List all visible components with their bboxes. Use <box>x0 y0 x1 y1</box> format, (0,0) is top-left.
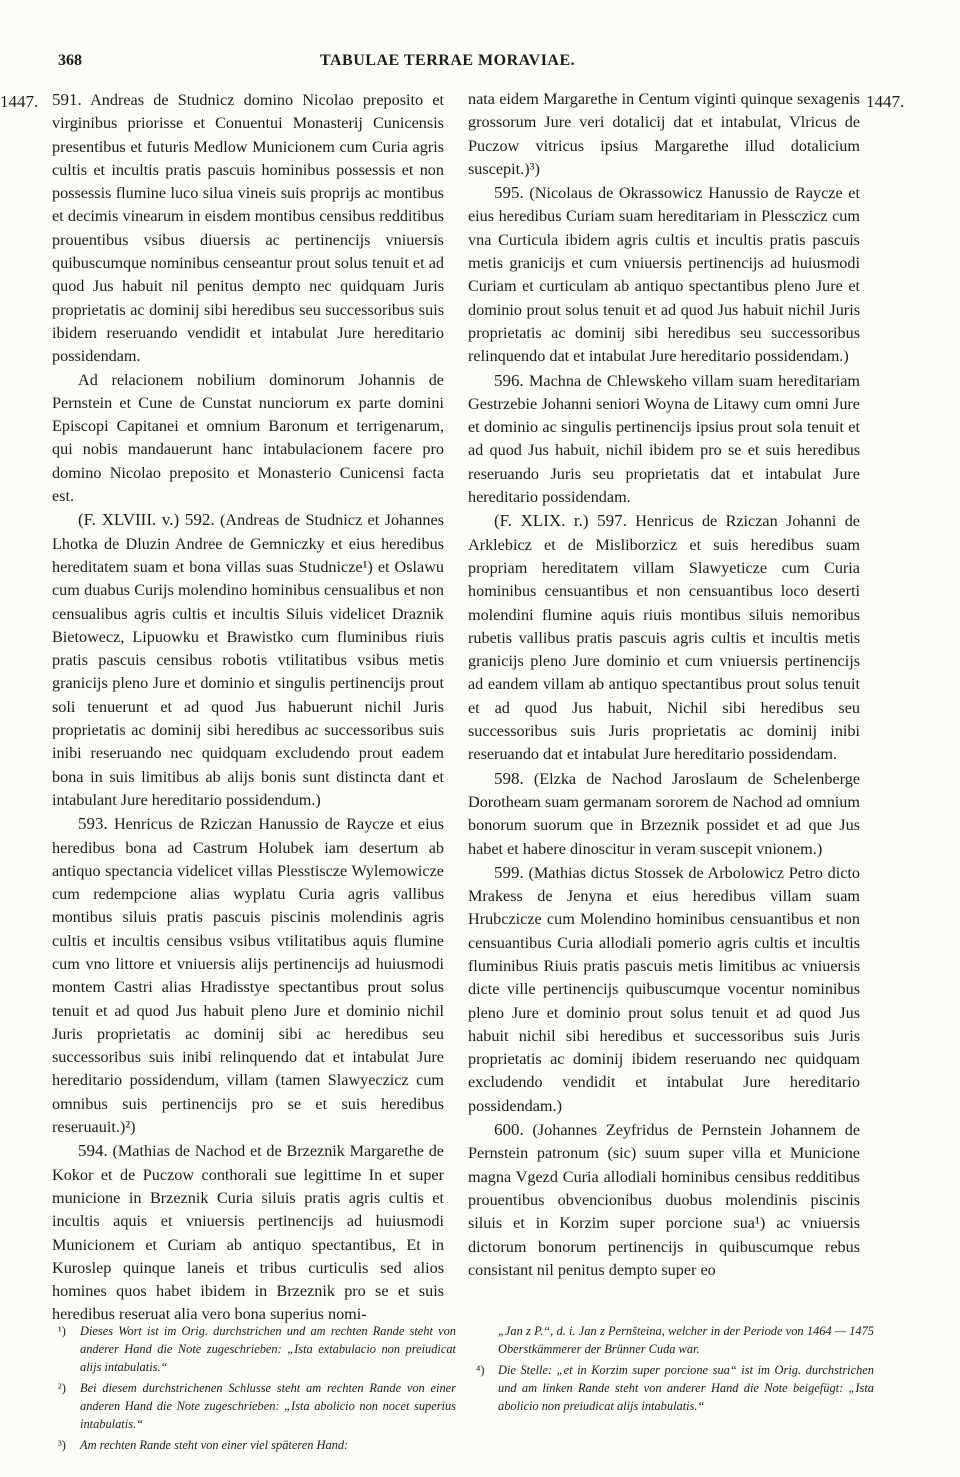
entry-number: 598. <box>494 768 524 788</box>
running-title: TABULAE TERRAE MORAVIAE. <box>320 52 576 69</box>
page-number: 368 <box>58 52 82 69</box>
footnote <box>58 1322 456 1376</box>
entry-594-continued <box>468 88 860 181</box>
entry-596 <box>468 369 860 510</box>
entry-594 <box>52 1139 444 1326</box>
entry-text: Henricus de Rziczan Johanni de Arklebicz et de Misliborzicz et suis heredibus suam propriam hereditatem villam Slawyeticze cum Curia hominibus censuantibus et non censuantibus loco deserti molendini flumine aquis riuis montibus siluis nemoribus rubetis vallibus pratis pascuis agris cultis et incultis metis granicijs pleno Jure dominio et cum vniuersis pertinencijs ad eandem villam ab antiquo spectantibus prout solus tenuit et ad quod Jus habuit, Nichil sibi heredibus seu successoribus suis Juris proprietatis ac dominij inibi reseruando dat et intabulat Jure hereditario possidendam. <box>468 512 860 764</box>
entry-593 <box>52 812 444 1139</box>
footnotes-left <box>58 1322 456 1457</box>
footnote-text: Bei diesem durchstrichenen Schlusse steht am rechten Rande von einer anderen Hand die Note zugeschrieben: „Ista abolicio non nocet superius intabulatis.“ <box>80 1381 456 1431</box>
footnote-mark: ³) <box>58 1438 66 1452</box>
footnote-continued <box>476 1322 874 1358</box>
entry-number: 599. <box>494 862 524 882</box>
entry-text: (Mathias de Nachod et de Brzeznik Margarethe de Kokor et de Puczow conthorali sue legittime In et super municione in Brzeznik Curia siluis pratis agris cultis et incultis aquis et vniuersis pertinencijs ad huiusmodi Municionem et Curiam ab antiquo spectantibus, Et in Kuroslep quinque laneis et tribus curticulis sed alios homines quos habet ibidem in Brzeznik pro se et suis heredibus reseruat alia vero bona superius nomi- <box>52 1142 444 1324</box>
entry-number: 595. <box>494 183 524 203</box>
entry-591 <box>52 88 444 369</box>
entry-number: 593. <box>78 814 108 834</box>
entry-number: 594. <box>78 1141 108 1161</box>
footnote-text: Dieses Wort ist im Orig. durchstrichen und am rechten Rande steht von anderer Hand die Note zugeschrieben: „Ista extabulacio non preiudicat alijs intabulatis.“ <box>80 1324 456 1374</box>
footnote <box>476 1361 874 1415</box>
footnote-mark: ²) <box>58 1381 66 1395</box>
entry-number: (F. XLVIII. v.) 592. <box>78 510 215 530</box>
entry-number: (F. XLIX. r.) 597. <box>494 511 627 531</box>
entry-number: 596. <box>494 370 524 390</box>
footnote-text: Die Stelle: „et in Korzim super porcione sua“ ist im Orig. durchstrichen und am linken Rande steht von anderer Hand die Note beigefügt: „Ista abolicio non preiudicat alijs intabulatis.“ <box>498 1363 874 1413</box>
footnote-mark: ⁴) <box>476 1363 485 1377</box>
entry-591-relation <box>52 369 444 509</box>
entry-597 <box>468 509 860 766</box>
right-column <box>468 88 860 1282</box>
entry-text: nata eidem Margarethe in Centum viginti quinque sexagenis grossorum Jure veri dotalicij dat et intabulat, Vlricus de Puczow vitricus ipsius Margarethe illud dotalicium suscepit.)³) <box>468 90 860 178</box>
footnote-text: Am rechten Rande steht von einer viel späteren Hand: <box>80 1438 349 1452</box>
entry-600 <box>468 1118 860 1282</box>
margin-year-right: 1447. <box>866 92 905 111</box>
entry-595 <box>468 181 860 368</box>
entry-text: (Elzka de Nachod Jaroslaum de Schelenberge Dorotheam suam germanam sororem de Nachod ad omnium bonorum suorum que in Brzeznik possidet et ad que Jus habet et habere dinoscitur in veram suscepit vnionem.) <box>468 769 861 858</box>
left-column <box>52 88 444 1327</box>
entry-598 <box>468 767 860 861</box>
entry-text: Henricus de Rziczan Hanussio de Raycze et eius heredibus bona ad Castrum Holubek iam desertum ab antiquo spectancia videlicet villas Plesstiscze Wylemowicze cum redempcione alias wyplatu Curia agris vallibus montibus siluis pratis pascuis piscinis molendinis agris cultis et incultis censibus vsibus vtilitatibus aquis flumine cum vno littore et vniuersis alijs pertinencijs ad huiusmodi montem Castri alias Hradisstye spectantibus prout solus tenuit et ad quod Jus habuit pleno Jure et dominio nichil Juris proprietatis ac dominij sibi ac heredibus seu successoribus suis inibi relinquendo dat et intabulat Jure hereditario possidendum, villam (tamen Slawyeczicz cum omnibus suis pertinencijs pro se et suis heredibus reseruauit.)²) <box>52 815 444 1137</box>
entry-text: (Mathias dictus Stossek de Arbolowicz Petro dicto Mrakess de Jenyna et eius heredibus villam suam Hrubczicze cum Molendino hominibus censuantibus et non censuantibus Curia allodiali pomerio agris cultis et incultis fluminibus Riuis pratis pascuis metis limitibus ac vniuersis dicte ville pertinencijs quibuscumque vocentur nominibus pleno Jure et dominio prout solus tenuit et ad quod Jus habuit nichil sibi heredibus et successoribus suis Juris proprietatis ac dominij ibidem reseruando nec quidquam excludendo vendidit et intabulat Jure hereditario possidendam.) <box>468 863 860 1115</box>
entry-592 <box>52 508 444 812</box>
margin-year-left: 1447. <box>0 92 39 111</box>
entry-text: (Johannes Zeyfridus de Pernstein Johannem de Pernstein patronum (sic) suum super villa et Municione magna Vgezd Curia allodiali hominibus censibus redditibus prouentibus obvencionibus duobus molendinis piscinis siluis et in Korzim super porcione sua¹) ac vniuersis dictorum bonorum pertinencijs in quibuscumque rebus consistant nil penitus dempto super eo <box>468 1121 861 1279</box>
entry-number: 600. <box>494 1120 524 1140</box>
footnote-mark: ¹) <box>58 1324 66 1338</box>
footnotes-right <box>476 1322 874 1418</box>
entry-number: 591. <box>52 90 82 109</box>
entry-text: Machna de Chlewskeho villam suam hereditariam Gestrzebie Johanni seniori Woyna de Litawy cum omni Jure et dominio ac singulis pertinencijs ipsius prout sola tenuit et ad quod Jus habuit, nichil ibidem pro se et suis heredibus reseruando Juris seu proprietatis dat et intabulat Jure hereditario possidendam. <box>468 371 861 507</box>
entry-text: (Andreas de Studnicz et Johannes Lhotka de Dluzin Andree de Gemniczky et eius heredibus hereditatem suam et bona villas suas Studnicze¹) et Oslawu cum duabus Curijs molendino hominibus censualibus et non censualibus agris cultis et incultis Siluis videlicet Draznik Bietowecz, Lipuowku et Brawistko cum fluminibus riuis pratis pascuis censibus robotis vtilitatibus vsibus metis granicijs pleno Jure et dominio et singulis pertinencijs prout soli tenuerunt et ad quod Jus habuerunt nichil Juris proprietatis ac dominij sibi heredibus ac successoribus suis inibi reseruando nec quidquam excludendo prout eadem bona in suis limitibus ab alijs bonis sunt distincta dant et intabulant Jure hereditario possidendum.) <box>52 511 445 809</box>
footnote <box>58 1379 456 1433</box>
entry-text: Ad relacionem nobilium dominorum Johannis de Pernstein et Cune de Cunstat nunciorum ex parte domini Episcopi Capitanei et omnium Baronum et terrigenarum, qui nobis mandauerunt hanc intabulacionem facere pro domino Nicolao preposito et Monasterio Cunicensi facta est. <box>52 370 444 506</box>
footnote-text: „Jan z P.“, d. i. Jan z Pernšteina, welcher in der Periode von 1464 — 1475 Oberstkämmerer der Brünner Cuda war. <box>498 1324 874 1356</box>
entry-text: (Nicolaus de Okrassowicz Hanussio de Raycze et eius heredibus Curiam suam hereditariam in Plessczicz cum vna Curticula ibidem agris cultis et incultis pratis pascuis metis granicijs et cum vniuersis pertinencijs ad huiusmodi Curiam et curticulam ab antiquo spectantibus pleno Jure et dominio prout solus tenuit et ad quod Jus habuit nichil Juris proprietatis ac dominij sibi heredibus seu successoribus relinquendo dat et intabulat Jure hereditario possidendam.) <box>468 184 860 366</box>
footnote <box>58 1436 456 1454</box>
entry-text: Andreas de Studnicz domino Nicolao preposito et virginibus priorisse et Conuentui Monasterij Cunicensis presentibus et futuris Medlow Municionem cum Curia agris cultis et incultis pratis pascuis hominibus possessis et non possessis flumine luco silua vineis suis proprijs ac montibus et decimis vinearum in eisdem montibus censibus redditibus prouentibus vsibus diuersis ac pertinencijs vniuersis quibuscumque nominibus censeantur prout solus tenuit et ad quod Jus habuit nil penitus dempto nec quidquam Juris proprietatis ac dominij sibi heredibus seu successoribus suis ibidem reseruando vendidit et intabulat Jure hereditario possidendam. <box>52 91 444 366</box>
entry-599 <box>468 861 860 1118</box>
